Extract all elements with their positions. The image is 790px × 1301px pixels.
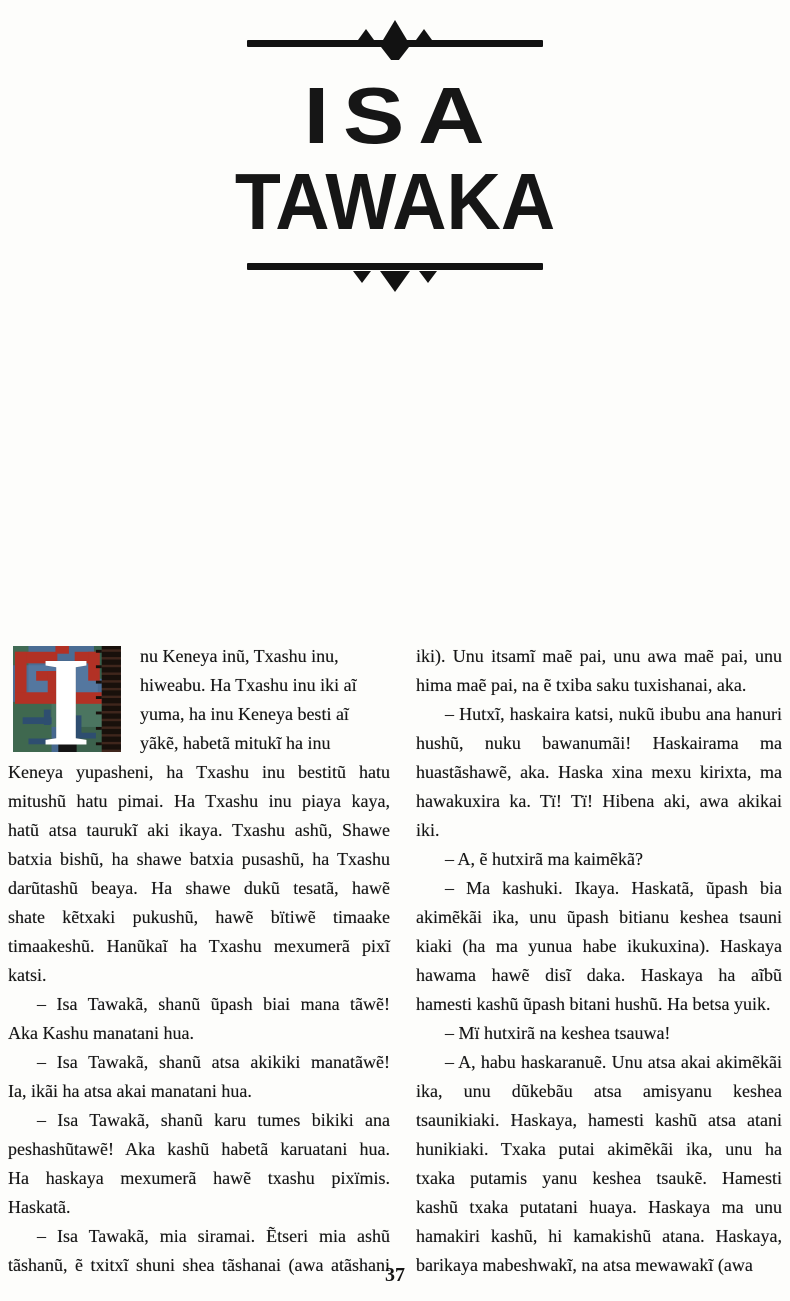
text-line: hamesti kashũ ũpash bitani hushũ. Ha betsa yuik.: [416, 994, 771, 1014]
text-line: huastãshawẽ, aka. Haska xina mexu kirixta, ma: [416, 762, 782, 782]
text-line: hushũ, nuku bawanumãi! Haskairama ma: [416, 733, 782, 753]
text-line: – Mï hutxirã na keshea tsauwa!: [445, 1023, 671, 1043]
paragraph: [416, 874, 782, 1019]
triangle-down-icon: [353, 271, 371, 283]
triangle-up-icon: [383, 20, 407, 40]
text-line: hawama hawẽ disĩ daka. Haskaya ha aĩbũ: [416, 965, 782, 985]
text-line: shate kẽtxaki pukushũ, hawẽ bïtiwẽ timaake: [8, 907, 390, 927]
triangle-down-icon: [381, 47, 409, 60]
paragraph: [8, 990, 390, 1048]
text-line: timaakeshũ. Hanũkaĩ ha Txashu mexumerã pixĩ: [8, 936, 390, 956]
ornament-triangles-up: [247, 20, 543, 40]
text-line: kashũ txaka putatani huaya. Haskaya ma unu: [416, 1197, 782, 1217]
text-line: txaka putamis yanu keshea tsaukẽ. Hamesti: [416, 1168, 782, 1188]
paragraph: [8, 1048, 390, 1106]
text-line: – Isa Tawakã, shanũ karu tumes bikiki ana: [37, 1110, 390, 1130]
ornament-rule: [247, 40, 543, 47]
paragraph: [8, 1106, 390, 1222]
text-columns: [8, 642, 782, 1280]
header-ornament-bottom: [247, 263, 543, 292]
text-line: Ia, ikãi ha atsa akai manatani hua.: [8, 1081, 252, 1101]
ornament-rule: [247, 263, 543, 270]
title-line-2: TAWAKA: [234, 157, 556, 246]
text-line: kiaki (ha ma yunua habe ikukuxina). Haskaya: [416, 936, 782, 956]
header-ornament-top: [247, 20, 543, 60]
title-line-1: ISA: [303, 71, 499, 160]
text-line: hima maẽ pai, na ẽ txiba saku tuxishanai, aka.: [416, 675, 747, 695]
paragraph: [416, 1019, 782, 1048]
text-line: – Ma kashuki. Ikaya. Haskatã, ũpash bia: [445, 878, 782, 898]
dropcap-image: [8, 646, 126, 752]
paragraph: [416, 642, 782, 700]
text-line: katsi.: [8, 965, 47, 985]
paragraph: [416, 845, 782, 874]
text-line: hamakiri kashũ, hi kamakishũ atana. Haskaya,: [416, 1226, 782, 1246]
page-title: [0, 73, 790, 245]
text-line: – Hutxĩ, haskaira katsi, nukũ ibubu ana hanuri: [445, 704, 782, 724]
paragraph: [416, 1048, 782, 1280]
text-line: Haskatã.: [8, 1197, 71, 1217]
dropcap-letter: I: [41, 646, 91, 752]
text-line: Keneya yupasheni, ha Txashu inu bestitũ hatu: [8, 762, 390, 782]
text-line: batxia bishũ, ha shawe batxia pusashũ, ha Txashu: [8, 849, 390, 869]
paragraph: [416, 700, 782, 845]
triangle-up-icon: [358, 29, 374, 40]
text-line: hawakuxira ka. Tï! Tï! Hibena aki, awa akikai: [416, 791, 782, 811]
text-line: hunikiaki. Txaka putai akimẽkãi ika, unu ha: [416, 1139, 782, 1159]
text-line: nu Keneya inũ, Txashu inu,: [140, 646, 339, 666]
text-line: – Isa Tawakã, shanũ atsa akikiki manatãwẽ!: [37, 1052, 390, 1072]
page-number: 37: [385, 1264, 405, 1286]
text-column-left: [8, 642, 390, 1280]
text-line: barikaya mabeshwakĩ, na atsa mewawakĩ (awa: [416, 1255, 753, 1275]
text-line: tsaunikiaki. Haskaya, hamesti kashũ atsa atani: [416, 1110, 782, 1130]
text-line: Ha haskaya mexumerã hawẽ txashu pixïmis.: [8, 1168, 390, 1188]
text-column-right: [416, 642, 782, 1280]
text-line: tãshanũ, ẽ txitxĩ shuni shea tãshanai (awa atãshani: [8, 1255, 390, 1275]
text-line: – A, ẽ hutxirã ma kaimẽkã?: [445, 849, 643, 869]
text-line: yãkẽ, habetã mitukĩ ha inu: [140, 733, 331, 753]
text-line: darũtashũ beaya. Ha shawe dukũ tesatã, hawẽ: [8, 878, 390, 898]
text-line: – Isa Tawakã, shanũ ũpash biai mana tãwẽ!: [37, 994, 390, 1014]
triangle-down-icon: [419, 271, 437, 283]
text-line: yuma, ha inu Keneya besti aĩ: [140, 704, 349, 724]
text-line: mitushũ hatu pimai. Ha Txashu inu piaya kaya,: [8, 791, 390, 811]
text-line: akimẽkãi ika, unu ũpash bitianu keshea tsauni: [416, 907, 782, 927]
text-line: hatũ atsa taurukĩ aki ikaya. Txashu ashũ, Shawe: [8, 820, 390, 840]
text-line: hiweabu. Ha Txashu inu iki aĩ: [140, 675, 357, 695]
text-line: ika, unu dũkebãu atsa amisyanu keshea: [416, 1081, 782, 1101]
text-line: iki). Unu itsamĩ maẽ pai, unu awa maẽ pai, unu: [416, 646, 782, 666]
text-line: – A, habu haskaranuẽ. Unu atsa akai akimẽkãi: [445, 1052, 782, 1072]
text-line: – Isa Tawakã, mia siramai. Ẽtseri mia ashũ: [37, 1226, 390, 1246]
text-line: iki.: [416, 820, 440, 840]
triangle-down-icon: [380, 271, 410, 292]
triangle-up-icon: [416, 29, 432, 40]
text-line: Aka Kashu manatani hua.: [8, 1023, 194, 1043]
text-line: peshashũtawẽ! Aka kashũ habetã karuatani hua.: [8, 1139, 390, 1159]
ornament-triangles-down: [247, 271, 543, 292]
